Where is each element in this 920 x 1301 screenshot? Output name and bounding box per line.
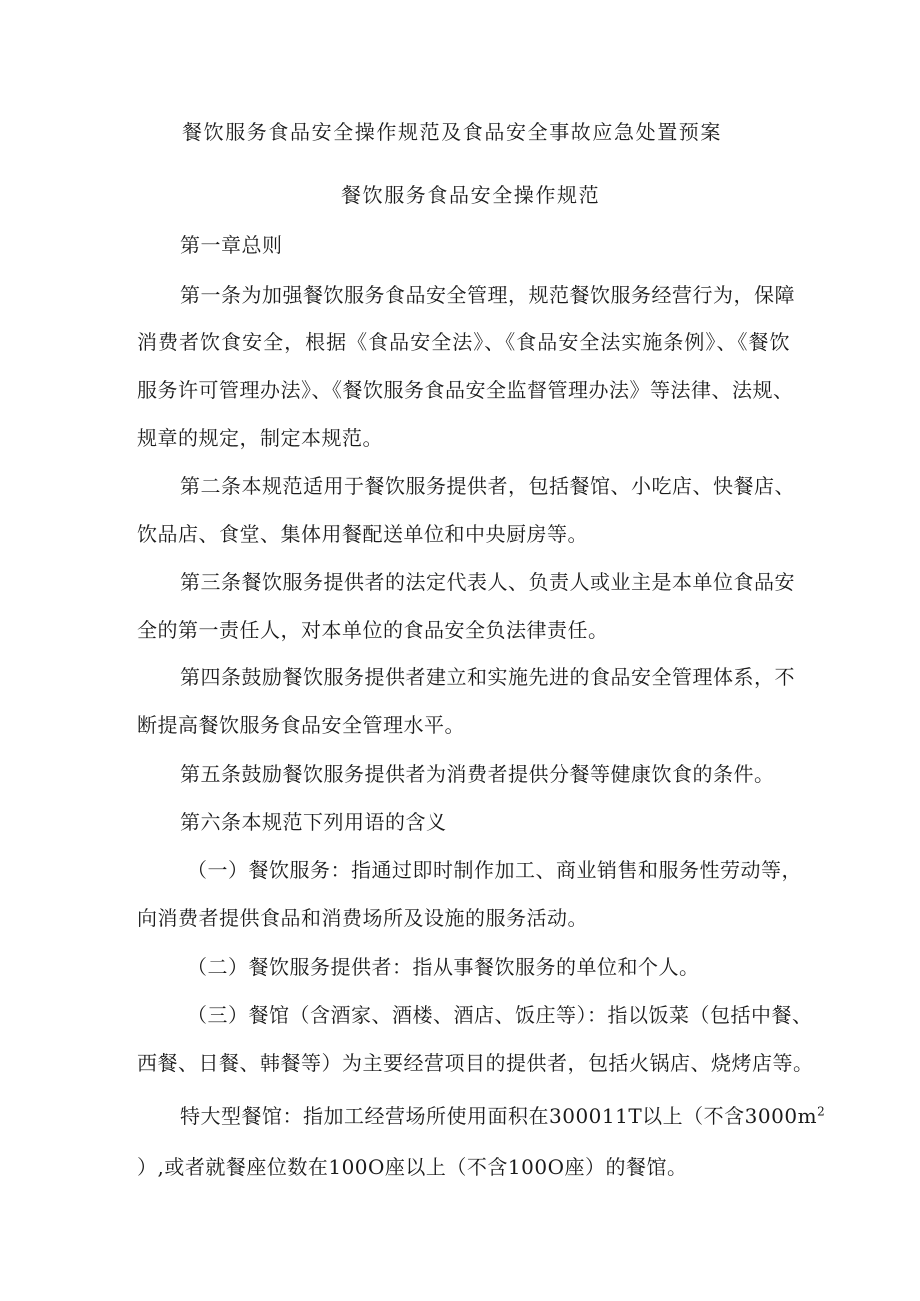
- definition-4-line-1: [180, 1104, 825, 1128]
- article-4-line-1: 第四条鼓励餐饮服务提供者建立和实施先进的食品安全管理体系，不: [180, 665, 795, 689]
- article-3-line-1: 第三条餐饮服务提供者的法定代表人、负责人或业主是本单位食品安: [180, 570, 795, 594]
- document-title: 餐饮服务食品安全操作规范及食品安全事故应急处置预案: [182, 120, 722, 144]
- definition-4-line-2: ）,或者就餐座位数在100O座以上（不含100O座）的餐馆。: [137, 1155, 688, 1179]
- definition-2-line-1: （二）餐饮服务提供者：指从事餐饮服务的单位和个人。: [187, 955, 700, 979]
- article-1-line-3: 服务许可管理办法》、《餐饮服务食品安全监督管理办法》等法律、法规、: [137, 378, 794, 402]
- article-2-line-2: 饮品店、食堂、集体用餐配送单位和中央厨房等。: [137, 522, 588, 546]
- article-5-line-1: 第五条鼓励餐饮服务提供者为消费者提供分餐等健康饮食的条件。: [180, 762, 775, 786]
- definition-1-line-2: 向消费者提供食品和消费场所及设施的服务活动。: [137, 906, 588, 930]
- article-3-line-2: 全的第一责任人，对本单位的食品安全负法律责任。: [137, 618, 609, 642]
- article-6-line-1: 第六条本规范下列用语的含义: [180, 810, 447, 834]
- article-1-line-4: 规章的规定，制定本规范。: [137, 426, 383, 450]
- definition-3-line-2: 西餐、日餐、韩餐等）为主要经营项目的提供者，包括火锅店、烧烤店等。: [137, 1051, 814, 1075]
- chapter-heading: 第一章总则: [180, 233, 283, 257]
- definition-4-text: 特大型餐馆：指加工经营场所使用面积在300011T以上（不含3000m: [180, 1104, 818, 1128]
- article-1-line-2: 消费者饮食安全，根据《食品安全法》、《食品安全法实施条例》、《餐饮: [137, 330, 790, 354]
- article-1-line-1: 第一条为加强餐饮服务食品安全管理，规范餐饮服务经营行为，保障: [180, 283, 795, 307]
- superscript-two: 2: [817, 1104, 826, 1119]
- article-4-line-2: 断提高餐饮服务食品安全管理水平。: [137, 713, 465, 737]
- definition-3-line-1: （三）餐馆（含酒家、酒楼、酒店、饭庄等）：指以饭菜（包括中餐、: [187, 1003, 813, 1027]
- article-2-line-1: 第二条本规范适用于餐饮服务提供者，包括餐馆、小吃店、快餐店、: [180, 474, 795, 498]
- section-title: 餐饮服务食品安全操作规范: [341, 183, 601, 207]
- definition-1-line-1: （一）餐饮服务：指通过即时制作加工、商业销售和服务性劳动等，: [187, 858, 802, 882]
